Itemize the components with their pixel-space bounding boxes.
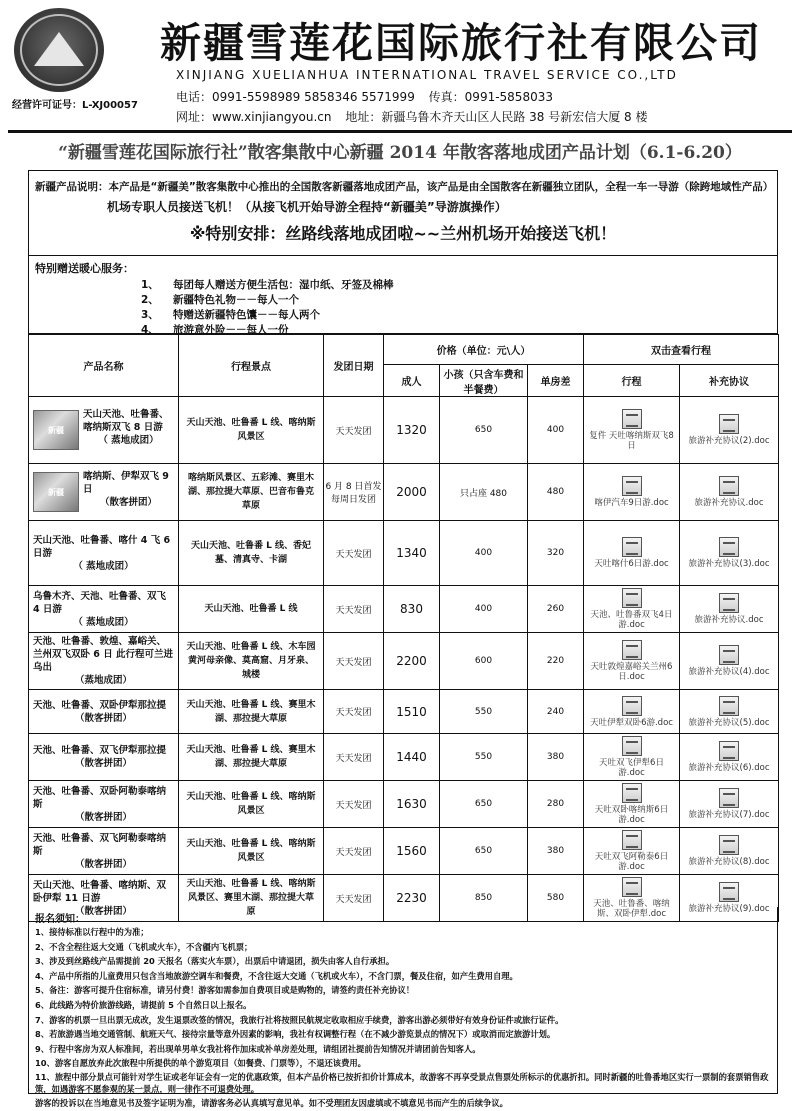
address-line [176, 108, 658, 125]
itinerary-doc-label: 天吐敦煌嘉峪关兰州6日.doc [590, 662, 673, 682]
agreement-doc[interactable] [680, 786, 778, 822]
product-table [28, 334, 779, 922]
itinerary-doc[interactable] [584, 474, 679, 510]
child-price: 400 [440, 521, 528, 586]
gift-item [141, 308, 394, 323]
word-doc-icon[interactable] [622, 409, 642, 429]
word-doc-icon[interactable] [622, 783, 642, 803]
itinerary-spots: 天山天池、吐鲁番 L 线、喀纳斯风景区 [179, 828, 324, 875]
itinerary-doc-label: 喀伊汽车9日游.doc [594, 498, 669, 508]
letterhead [0, 0, 800, 132]
group-type: （ 蒸地成团） [73, 616, 134, 628]
gift-item-number: 2、 [141, 294, 159, 306]
itinerary-doc-label: 天吐双飞阿勒泰6日游.doc [594, 852, 669, 872]
agreement-doc-label: 旅游补充协议(7).doc [688, 810, 770, 820]
group-type: （ 蒸地成团） [73, 560, 134, 572]
note-item: 8、若旅游遇当地交通管制、航班天气、接待宗量等意外因素的影响，我社有权调整行程（在不减少游览景点的情况下）或取消而定旅游计划。 [35, 1029, 556, 1040]
company-name-en: XINJIANG XUELIANHUA INTERNATIONAL TRAVEL SERVICE CO.,LTD [176, 68, 678, 82]
agreement-doc-cell[interactable] [680, 690, 779, 734]
agreement-doc[interactable] [680, 591, 778, 627]
single-supplement: 580 [528, 875, 584, 922]
word-doc-icon[interactable] [719, 741, 739, 761]
word-doc-icon[interactable] [622, 476, 642, 496]
word-doc-icon[interactable] [622, 640, 642, 660]
departure-date: 天天发团 [324, 633, 384, 690]
word-doc-icon[interactable] [622, 877, 642, 897]
col-header-single: 单房差 [528, 365, 584, 397]
adult-price: 1630 [384, 781, 440, 828]
adult-price: 1440 [384, 734, 440, 781]
product-thumbnail: 新疆 [33, 472, 79, 512]
agreement-doc-label: 旅游补充协议(3).doc [688, 559, 770, 569]
departure-date: 6 月 8 日首发 每周日发团 [324, 464, 384, 521]
gift-services-box [28, 256, 778, 334]
product-name-cell [29, 586, 179, 633]
adult-price: 2230 [384, 875, 440, 922]
gift-item-number: 3、 [141, 309, 159, 321]
note-item: 2、不含全程往返大交通（飞机或火车），不含疆内飞机票； [35, 941, 253, 952]
product-thumbnail: 新疆 [33, 410, 79, 450]
product-description-box [28, 170, 778, 256]
product-name: 天池、吐鲁番、双卧阿勒泰喀纳斯 [33, 785, 167, 810]
itinerary-doc-cell[interactable] [584, 633, 680, 690]
itinerary-doc-cell[interactable] [584, 586, 680, 633]
itinerary-doc-label: 天吐喀什6日游.doc [594, 559, 669, 569]
itinerary-spots: 天山天池、吐鲁番 L 线、木车园 黄河母亲像、莫高窟、月牙泉、城楼 [179, 633, 324, 690]
agreement-doc[interactable] [680, 643, 778, 679]
group-type: （散客拼团） [74, 905, 132, 917]
single-supplement: 280 [528, 781, 584, 828]
itinerary-doc[interactable] [584, 638, 679, 684]
itinerary-doc-label: 天吐双飞伊犁6日游.doc [599, 758, 664, 778]
product-name: 天池、吐鲁番、敦煌、嘉峪关、兰州双飞双卧 6 日 此行程可兰进乌出 [33, 636, 174, 673]
word-doc-icon[interactable] [622, 588, 642, 608]
group-type: （散客拼团） [74, 758, 132, 769]
word-doc-icon[interactable] [622, 830, 642, 850]
child-price: 550 [440, 734, 528, 781]
itinerary-doc-cell[interactable] [584, 734, 680, 781]
product-name: 天山天池、吐鲁番、喀纳斯、双卧伊犁 11 日游 [33, 879, 167, 904]
agreement-doc-cell[interactable] [680, 633, 779, 690]
itinerary-spots: 天山天池、吐鲁番 L 线、喀纳斯风景区、赛里木湖、那拉提大草原 [179, 875, 324, 922]
agreement-doc[interactable] [680, 535, 778, 571]
single-supplement: 400 [528, 397, 584, 464]
product-name-cell [29, 464, 179, 521]
agreement-doc-cell[interactable] [680, 734, 779, 781]
product-row [29, 464, 779, 521]
itinerary-doc[interactable] [584, 781, 679, 827]
itinerary-doc-label: 天池、吐鲁番双飞4日游.doc [590, 610, 673, 630]
itinerary-doc-cell[interactable] [584, 690, 680, 734]
product-name: 天池、吐鲁番、双飞伊犁那拉提 [33, 745, 167, 756]
itinerary-spots: 天山天池、吐鲁番 L 线、喀纳斯风景区 [179, 781, 324, 828]
company-logo [14, 8, 104, 92]
agreement-doc[interactable] [680, 739, 778, 775]
child-price: 650 [440, 397, 528, 464]
agreement-doc-cell[interactable] [680, 521, 779, 586]
agreement-doc-label: 旅游补充协议(2).doc [688, 436, 770, 446]
adult-price: 1340 [384, 521, 440, 586]
itinerary-spots: 天山天池、吐鲁番 L 线、喀纳斯风景区 [179, 397, 324, 464]
itinerary-spots: 天山天池、吐鲁番 L 线、赛里木湖、那拉提大草原 [179, 734, 324, 781]
product-name-cell [29, 781, 179, 828]
single-supplement: 480 [528, 464, 584, 521]
adult-price: 830 [384, 586, 440, 633]
word-doc-icon[interactable] [719, 788, 739, 808]
note-item: 4、产品中所指的儿童费用只包含当地旅游空调车和餐费，不含往返大交通（飞机或火车），不含门票，餐及住宿，如产生费用自理。 [35, 970, 518, 981]
address: 地址：新疆乌鲁木齐天山区人民路 38 号新宏信大厦 8 楼 [345, 110, 648, 124]
word-doc-icon[interactable] [719, 414, 739, 434]
product-name: 乌鲁木齐、天池、吐鲁番、双飞 4 日游 [33, 590, 167, 615]
agreement-doc[interactable] [680, 833, 778, 869]
notes-list [35, 925, 775, 1111]
itinerary-doc[interactable] [584, 535, 679, 571]
agreement-doc-label: 旅游补充协议(6).doc [688, 763, 770, 773]
word-doc-icon[interactable] [622, 736, 642, 756]
gift-item-text: 旅游意外险－－每人一份 [173, 324, 289, 336]
itinerary-doc-label: 天吐双卧喀纳斯6日游.doc [594, 805, 669, 825]
adult-price: 1320 [384, 397, 440, 464]
product-name-cell [29, 690, 179, 734]
child-price: 只占座 480 [440, 464, 528, 521]
product-row [29, 397, 779, 464]
departure-date: 天天发团 [324, 875, 384, 922]
departure-date: 天天发团 [324, 397, 384, 464]
col-header-adult: 成人 [384, 365, 440, 397]
col-header-name: 产品名称 [29, 335, 179, 397]
word-doc-icon[interactable] [719, 476, 739, 496]
gift-item-text: 特赠送新疆特色馕－－每人两个 [173, 309, 320, 321]
itinerary-doc-label: 天吐伊犁双卧6游.doc [590, 717, 673, 728]
agreement-doc-label: 旅游补充协议.doc [694, 615, 764, 625]
product-name-cell [29, 521, 179, 586]
departure-date: 天天发团 [324, 781, 384, 828]
gift-list [141, 278, 394, 338]
group-type: （散客拼团） [74, 811, 132, 823]
contact-line [176, 88, 563, 105]
departure-date: 天天发团 [324, 586, 384, 633]
description-line-1: 新疆产品说明：本产品是“新疆美”散客集散中心推出的全国散客新疆落地成团产品，该产品是由全国散客在新疆独立团队，全程一车一导游（除跨地域性产品） [35, 181, 774, 193]
license-number: 经营许可证号：L-XJ00057 [12, 100, 138, 111]
col-header-departure: 发团日期 [324, 335, 384, 397]
group-type: （散客拼团） [74, 712, 132, 724]
itinerary-doc-cell[interactable] [584, 397, 680, 464]
special-arrangement: ※特别安排：丝路线落地成团啦~~兰州机场开始接送飞机！ [189, 224, 617, 243]
departure-date: 天天发团 [324, 690, 384, 734]
single-supplement: 380 [528, 828, 584, 875]
departure-date: 天天发团 [324, 521, 384, 586]
word-doc-icon[interactable] [719, 835, 739, 855]
product-name: 天山天池、吐鲁番、喀什 4 飞 6 日游 [33, 534, 171, 559]
product-name: 天池、吐鲁番、双飞阿勒泰喀纳斯 [33, 832, 167, 857]
agreement-doc[interactable] [680, 474, 778, 510]
product-name: 喀纳斯、伊犁双飞 9 日 [83, 471, 169, 495]
child-price: 650 [440, 781, 528, 828]
itinerary-doc[interactable] [584, 734, 679, 780]
note-item: 1、接待标准以行程中的为准； [35, 927, 149, 937]
word-doc-icon[interactable] [719, 593, 739, 613]
gift-services-title: 特别赠送暖心服务： [35, 262, 134, 275]
plan-title: “新疆雪莲花国际旅行社”散客集散中心新疆 2014 年散客落地成团产品计划（6.1-6.20） [58, 143, 742, 163]
gift-item [141, 278, 394, 293]
itinerary-spots: 天山天池、吐鲁番 L 线、赛里木湖、那拉提大草原 [179, 690, 324, 734]
product-rows [29, 397, 779, 922]
adult-price: 1560 [384, 828, 440, 875]
product-row [29, 690, 779, 734]
col-header-view: 双击查看行程 [584, 335, 779, 365]
note-item: 游客的投诉以在当地意见书及签字证明为准，请游客务必认真填写意见单。如不受理团友因虚填或不填意见书而产生的后续争议。 [35, 1097, 508, 1108]
itinerary-spots: 天山天池、吐鲁番 L 线 [179, 586, 324, 633]
single-supplement: 220 [528, 633, 584, 690]
itinerary-doc-label: 天池、吐鲁番、喀纳斯、双卧伊犁.doc [593, 899, 670, 919]
itinerary-doc-cell[interactable] [584, 521, 680, 586]
product-name-cell [29, 734, 179, 781]
word-doc-icon[interactable] [719, 696, 739, 716]
itinerary-doc-cell[interactable] [584, 464, 680, 521]
group-type: （散客拼团） [74, 858, 132, 870]
product-name-cell [29, 633, 179, 690]
group-type: （蒸地成团） [74, 675, 132, 686]
itinerary-spots: 喀纳斯风景区、五彩滩、赛里木湖、那拉提大草原、巴音布鲁克草原 [179, 464, 324, 521]
child-price: 550 [440, 690, 528, 734]
registration-notes [28, 907, 778, 1108]
product-row [29, 734, 779, 781]
website[interactable]: 网址：www.xinjiangyou.cn [176, 110, 332, 124]
departure-date: 天天发团 [324, 828, 384, 875]
agreement-doc-label: 旅游补充协议(5).doc [688, 717, 770, 728]
note-item: 6、此线路为特价旅游线路，请提前 5 个自然日以上报名。 [35, 999, 252, 1010]
single-supplement: 380 [528, 734, 584, 781]
child-price: 650 [440, 828, 528, 875]
agreement-doc-cell[interactable] [680, 586, 779, 633]
itinerary-doc[interactable] [584, 586, 679, 632]
product-row [29, 521, 779, 586]
gift-item-text: 新疆特色礼物－－每人一个 [173, 294, 299, 306]
child-price: 850 [440, 875, 528, 922]
group-type: （ 蒸地成团） [98, 435, 159, 446]
agreement-doc[interactable] [680, 412, 778, 448]
col-header-itinerary: 行程 [584, 365, 680, 397]
child-price: 400 [440, 586, 528, 633]
agreement-doc-cell[interactable] [680, 464, 779, 521]
note-item: 5、备注：游客可提升住宿标准，请另付费！游客如需参加自费项目或是购物的，请签约责任补充协议！ [35, 985, 415, 996]
gift-item-number: 4、 [141, 324, 159, 336]
description-line-2: 机场专职人员接送飞机！（从接飞机开始导游全程持“新疆美”导游旗操作） [107, 200, 507, 214]
product-row [29, 828, 779, 875]
product-row [29, 586, 779, 633]
product-description [35, 177, 773, 217]
company-name-cn: 新疆雪莲花国际旅行社有限公司 [160, 19, 762, 67]
gift-item-text: 每团每人赠送方便生活包：湿巾纸、牙签及棉棒 [173, 279, 394, 291]
itinerary-doc-cell[interactable] [584, 828, 680, 875]
notes-title: 报名须知： [35, 914, 85, 925]
gift-item [141, 293, 394, 308]
agreement-doc-label: 旅游补充协议(8).doc [688, 857, 770, 867]
product-name-cell [29, 828, 179, 875]
agreement-doc-cell[interactable] [680, 828, 779, 875]
itinerary-doc[interactable] [584, 407, 679, 453]
fax-number: 传真：0991-5858033 [428, 90, 553, 104]
agreement-doc-label: 旅游补充协议.doc [694, 498, 764, 508]
product-name-cell [29, 397, 179, 464]
col-header-agreement: 补充协议 [680, 365, 779, 397]
itinerary-doc[interactable] [584, 694, 679, 730]
word-doc-icon[interactable] [719, 645, 739, 665]
agreement-doc-cell[interactable] [680, 397, 779, 464]
note-item: 10、游客自愿放弃此次旅程中所提供的单个游览项目（如餐费、门票等），不退还该费用。 [35, 1058, 366, 1069]
header-divider [8, 130, 792, 133]
col-header-spots: 行程景点 [179, 335, 324, 397]
phone-numbers: 电话：0991-5598989 5858346 5571999 [176, 90, 415, 104]
agreement-doc-label: 旅游补充协议(9).doc [688, 904, 770, 914]
itinerary-spots: 天山天池、吐鲁番 L 线、香妃墓、清真寺、卡湖 [179, 521, 324, 586]
gift-item-number: 1、 [141, 279, 159, 291]
product-row [29, 781, 779, 828]
word-doc-icon[interactable] [622, 537, 642, 557]
adult-price: 2200 [384, 633, 440, 690]
snow-mountain-icon [34, 32, 84, 66]
departure-date: 天天发团 [324, 734, 384, 781]
single-supplement: 260 [528, 586, 584, 633]
note-item: 3、涉及到丝路线产品需提前 20 天报名（落实火车票），出票后中请退团，损失由客人自行承担。 [35, 956, 395, 967]
group-type: （散客拼团） [99, 497, 157, 508]
single-supplement: 320 [528, 521, 584, 586]
col-header-child: 小孩（只含车费和半餐费） [440, 365, 528, 397]
product-name: 天山天池、吐鲁番、喀纳斯双飞 8 日游 [83, 409, 169, 433]
agreement-doc-label: 旅游补充协议(4).doc [688, 667, 770, 677]
itinerary-doc-label: 复件 天吐喀纳斯双飞8日 [589, 431, 674, 451]
itinerary-doc-cell[interactable] [584, 781, 680, 828]
child-price: 600 [440, 633, 528, 690]
single-supplement: 240 [528, 690, 584, 734]
agreement-doc-cell[interactable] [680, 781, 779, 828]
note-item: 7、游客的机票一旦出票无成改，发生退票改签的情况，我旅行社将按照民航规定收取相应手续费，游客出游必须带好有效身份证件或旅行证件。 [35, 1014, 564, 1025]
adult-price: 1510 [384, 690, 440, 734]
word-doc-icon[interactable] [622, 696, 642, 716]
word-doc-icon[interactable] [719, 537, 739, 557]
col-header-price: 价格（单位：元\人） [384, 335, 584, 365]
product-name: 天池、吐鲁番、双卧伊犁那拉提 [33, 699, 167, 711]
note-item: 11、旅程中部分景点可能针对学生证或老年证会有一定的优惠政策，但本产品价格已按折扣价计算成本，故游客不再享受景点售票处所标示的优惠折扣。同时新疆的吐鲁番地区实行一票制的套票销售政策，如遇游客不愿参观的某一景点，则一律作不可退费处理。 [35, 1071, 769, 1094]
note-item: 9、行程中客房为双人标准间，若出现单男单女我社将作加床或补单房差处理，请组团社提前告知情况并请团前告知客人。 [35, 1043, 481, 1054]
word-doc-icon[interactable] [719, 882, 739, 902]
agreement-doc[interactable] [680, 694, 778, 730]
product-row [29, 633, 779, 690]
itinerary-doc[interactable] [584, 828, 679, 874]
adult-price: 2000 [384, 464, 440, 521]
